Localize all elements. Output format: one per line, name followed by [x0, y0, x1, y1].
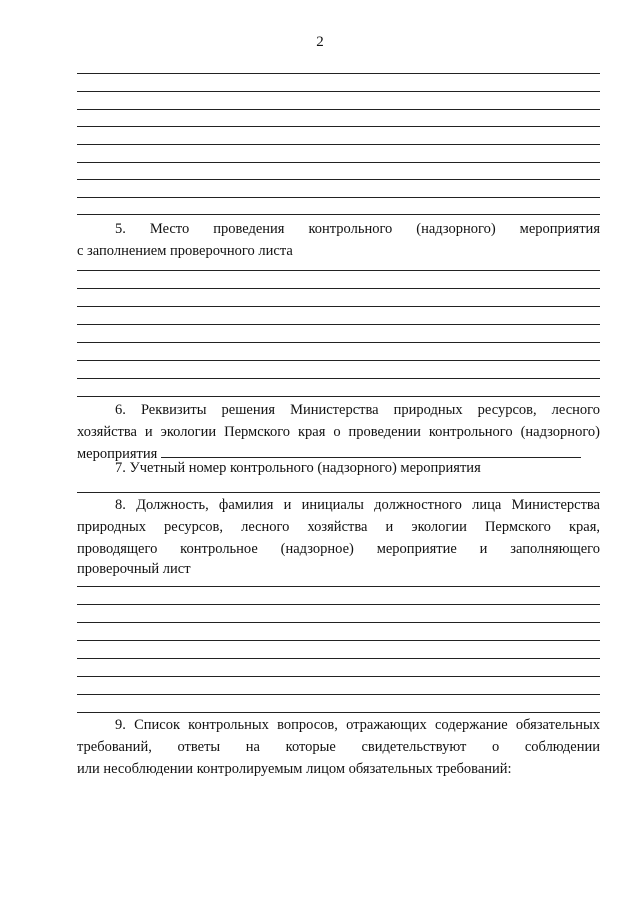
blank-fill-line [77, 109, 600, 110]
blank-fill-line [77, 126, 600, 127]
blank-fill-line [77, 197, 600, 198]
blank-fill-line [77, 144, 600, 145]
blank-fill-line [77, 214, 600, 215]
section-5-heading-cont: с заполнением проверочного листа [77, 243, 293, 259]
blank-fill-line [77, 694, 600, 695]
blank-fill-line [77, 288, 600, 289]
blank-fill-line [77, 396, 600, 397]
page-number: 2 [316, 34, 324, 50]
blank-fill-line [77, 73, 600, 74]
inline-fill-line [161, 443, 581, 458]
section-6-heading: 6. Реквизиты решения Министерства природных ресурсов, лесного [115, 402, 600, 418]
blank-fill-line [77, 324, 600, 325]
blank-fill-line [77, 360, 600, 361]
section-9-heading-cont: требований, ответы на которые свидетельствуют о соблюдении [77, 739, 600, 755]
section-8-heading: 8. Должность, фамилия и инициалы должностного лица Министерства [115, 497, 600, 513]
blank-fill-line [77, 712, 600, 713]
blank-fill-line [77, 640, 600, 641]
section-5-heading: 5. Место проведения контрольного (надзорного) мероприятия [115, 221, 600, 237]
section-8-heading-end: проверочный лист [77, 561, 191, 577]
blank-fill-line [77, 378, 600, 379]
blank-fill-line [77, 179, 600, 180]
blank-fill-line [77, 492, 600, 493]
section-6-last-word: мероприятия [77, 446, 158, 462]
blank-fill-line [77, 162, 600, 163]
blank-fill-line [77, 91, 600, 92]
section-9-heading: 9. Список контрольных вопросов, отражающих содержание обязательных [115, 717, 600, 733]
section-6-heading-cont: хозяйства и экологии Пермского края о проведении контрольного (надзорного) [77, 424, 600, 440]
blank-fill-line [77, 676, 600, 677]
section-8-heading-cont2: проводящего контрольное (надзорное) мероприятие и заполняющего [77, 541, 600, 557]
blank-fill-line [77, 604, 600, 605]
section-8-heading-cont: природных ресурсов, лесного хозяйства и экологии Пермского края, [77, 519, 600, 535]
blank-fill-line [77, 586, 600, 587]
blank-fill-line [77, 270, 600, 271]
blank-fill-line [77, 658, 600, 659]
section-9-heading-end: или несоблюдении контролируемым лицом обязательных требований: [77, 761, 512, 777]
section-7-heading: 7. Учетный номер контрольного (надзорного) мероприятия [115, 460, 481, 476]
blank-fill-line [77, 306, 600, 307]
blank-fill-line [77, 342, 600, 343]
blank-fill-line [77, 622, 600, 623]
